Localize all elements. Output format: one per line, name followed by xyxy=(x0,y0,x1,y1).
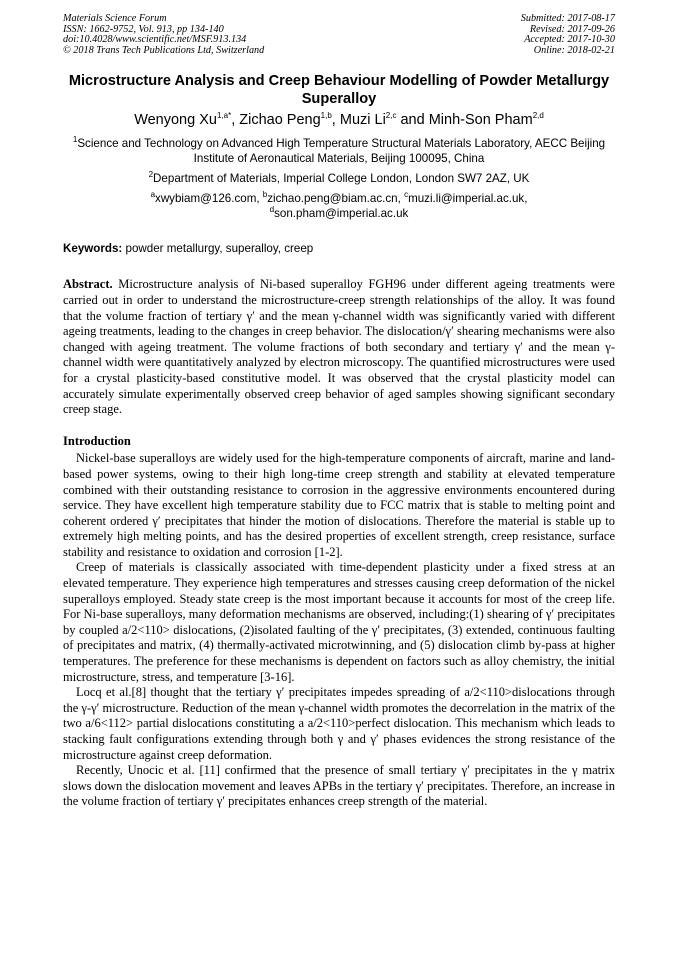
keywords-label: Keywords: xyxy=(63,242,123,256)
author-separator: , xyxy=(331,112,340,129)
journal-name: Materials Science Forum xyxy=(63,13,167,24)
email-mark: a xyxy=(150,190,156,200)
author-list xyxy=(63,111,615,129)
affiliation-text: Science and Technology on Advanced High Temperature Structural Materials Laboratory, AECC Beijing Institute of Aeronautical Materials, Beijing 100095, China xyxy=(77,137,606,166)
body-paragraph: Recently, Unocic et al. [11] confirmed that the presence of small tertiary γ′ precipitates in the γ matrix slows down the dislocation movement and leaves APBs in the tertiary γ′ precipitates. Therefore, an increase in the volume fraction of tertiary γ′ precipitates enhances creep strength of the material. xyxy=(63,763,615,809)
abstract-label: Abstract. xyxy=(63,277,113,292)
author-name: Muzi Li xyxy=(339,112,386,129)
copyright-line: © 2018 Trans Tech Publications Ltd, Switzerland xyxy=(63,44,265,56)
journal-info xyxy=(63,14,264,56)
affiliation-2 xyxy=(63,171,615,186)
affiliation-text: Department of Materials, Imperial College London, London SW7 2AZ, UK xyxy=(153,172,530,186)
abstract xyxy=(63,277,615,417)
author-affiliation-mark: 1,b xyxy=(320,111,332,121)
author-affiliation-mark: 1,a* xyxy=(216,111,232,121)
author-emails xyxy=(63,191,615,221)
body-paragraph: Creep of materials is classically associated with time-dependent plasticity under a fixed stress at an elevated temperature. They experience high temperatures and stresses causing creep deformation of the nickel superalloys employed. Steady state creep is the most important because it accounts for most of the creep life. For Ni-base superalloys, many deformation mechanisms are observed, including:(1) shearing of γ′ precipitates by coupled a/2<110> dislocations, (2)isolated faulting of the γ′ precipitates, (3) extended, continuous faulting of precipitates and matrix, (4) thermally-activated microtwinning, and (5) dislocation climb by-pass at higher temperatures. The preference for these mechanisms is dependent on factors such as alloy chemistry, the initial microstructure, stress, and temperature [3-16]. xyxy=(63,560,615,684)
email-mark: d xyxy=(269,205,275,215)
email-link[interactable]: zichao.peng@biam.ac.cn, xyxy=(267,192,405,206)
email-link[interactable]: muzi.li@imperial.ac.uk, xyxy=(408,192,528,206)
keywords xyxy=(63,241,615,256)
author-separator: and xyxy=(396,112,429,129)
email-link[interactable]: xwybiam@126.com, xyxy=(155,192,263,206)
author-name: Minh-Son Pham xyxy=(428,112,533,129)
affiliation-mark: 2 xyxy=(148,170,154,180)
keywords-text: powder metallurgy, superalloy, creep xyxy=(122,242,314,256)
affiliation-mark: 1 xyxy=(72,135,78,145)
author-separator: , xyxy=(231,112,240,129)
body-paragraph: Locq et al.[8] thought that the tertiary γ′ precipitates impedes spreading of a/2<110>dislocations through the γ-γ′ microstructure. Reduction of the mean γ-channel width promotes the decorrelation in the matrix of the two a/6<112> partial dislocations constituting a a/2<110>perfect dislocation. This mechanism which leads to stacking fault configurations extending through both γ and γ′ phases evidences the strong resistance of the microstructure against creep deformation. xyxy=(63,685,615,762)
abstract-text: Microstructure analysis of Ni-based superalloy FGH96 under different ageing treatments were carried out in order to understand the microstructure-creep strength relationships of the alloy. It was found that the volume fraction of tertiary γ′ and the mean γ-channel width was significantly varied with different ageing treatments, leading to the changes in creep behavior. The dislocation/γ′ shearing mechanisms were also changed with ageing treatment. The volume fractions of both secondary and tertiary γ′ and the mean γ-channel width were quantitatively analyzed by electron microscopy. The quantified microstructures were used for a crystal plasticity-based constitutive model. It was observed that the crystal plasticity model can accurately simulate experimentally observed creep behavior of aged samples showing significant secondary creep stage. xyxy=(63,277,615,417)
doi-link[interactable]: doi:10.4028/www.scientific.net/MSF.913.134 xyxy=(63,34,247,46)
paper-title: Microstructure Analysis and Creep Behaviour Modelling of Powder Metallurgy Superalloy xyxy=(68,73,610,108)
submitted-date: Submitted: 2017-08-17 xyxy=(520,13,615,24)
author-affiliation-mark: 2,d xyxy=(532,111,544,121)
online-date: Online: 2018-02-21 xyxy=(533,44,615,56)
author-name: Zichao Peng xyxy=(239,112,321,129)
journal-header xyxy=(63,14,615,56)
issn-line: ISSN: 1662-9752, Vol. 913, pp 134-140 xyxy=(63,23,224,35)
email-mark: c xyxy=(404,190,409,200)
email-link[interactable]: son.pham@imperial.ac.uk xyxy=(274,207,409,221)
author-name: Wenyong Xu xyxy=(134,112,217,129)
email-mark: b xyxy=(262,190,268,200)
submission-dates xyxy=(521,14,615,56)
paper-page xyxy=(63,14,615,810)
affiliation-1 xyxy=(63,136,615,166)
body-paragraph: Nickel-base superalloys are widely used for the high-temperature components of aircraft, marine and land-based power systems, owing to their high long-time creep strength and stability at elevated temperature combined with their outstanding resistance to corrosion in the aggressive environments encountered during service. They have excellent high temperature stability due to FCC matrix that is stable to melting point and coherent ordered γ′ precipitates that hinder the motion of dislocations. Therefore the material is stable up to extremely high melting points, and has the desired properties of excellent strength, creep resistance, surface stability and resistance to oxidation and corrosion [1-2]. xyxy=(63,451,615,559)
author-affiliation-mark: 2,c xyxy=(385,111,397,121)
revised-date: Revised: 2017-09-26 xyxy=(529,23,615,35)
accepted-date: Accepted: 2017-10-30 xyxy=(524,34,615,46)
section-heading-introduction: Introduction xyxy=(63,433,131,448)
